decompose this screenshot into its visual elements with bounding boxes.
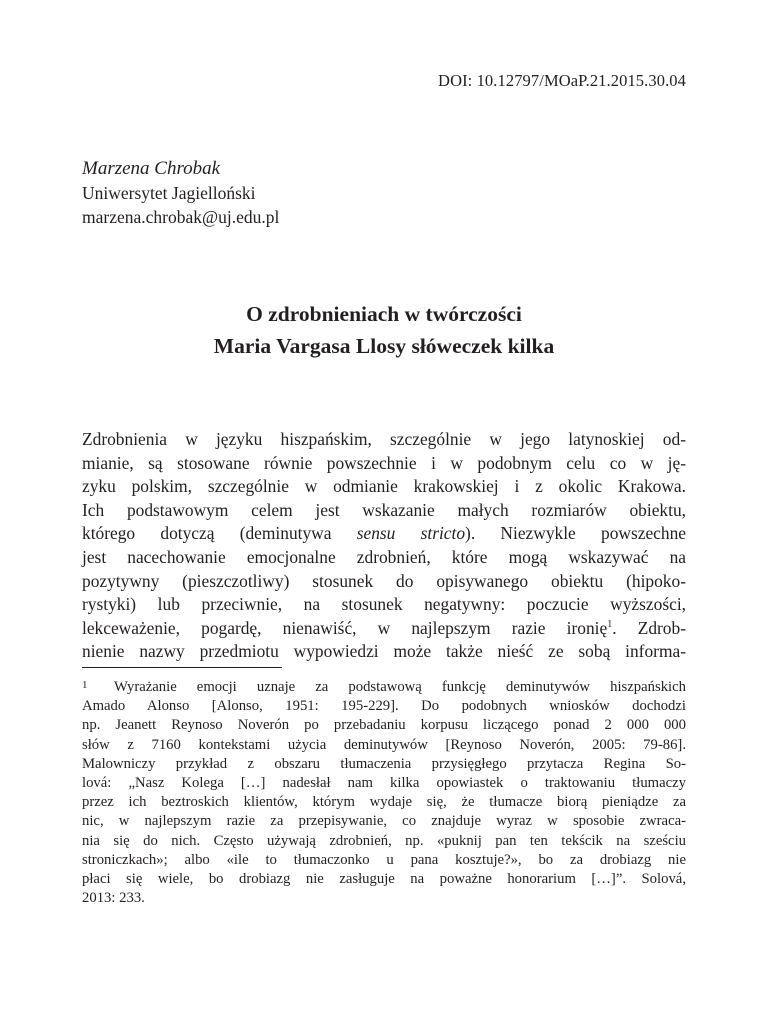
author-name: Marzena Chrobak	[82, 158, 221, 179]
author-block	[82, 156, 279, 229]
page	[82, 0, 686, 1024]
body-paragraph	[82, 428, 686, 664]
footnote-line: 2013: 233.	[82, 890, 145, 907]
footnote-text-segment: Wyrażanie emocji uznaje za podstawową funkcję deminutywów hiszpańskich	[114, 679, 686, 695]
footnote-line: Malowniczy przykład z obszaru tłumaczenia przysięgłego przytacza Regina So-	[82, 755, 686, 772]
footnote-separator	[82, 667, 282, 668]
footnote-line: lová: „Nasz Kolega […] nadesłał nam kilka opowiastek o traktowaniu tłumaczy	[82, 775, 686, 792]
doi-identifier: DOI: 10.12797/MOaP.21.2015.30.04	[438, 71, 686, 90]
footnote-line: stroniczkach»; albo «ile to tłumaczonko u pana kosztuje?», bo za drobiazg nie	[82, 851, 686, 868]
body-line: nienie nazwy przedmiotu wypowiedzi może także nieść ze sobą informa-	[82, 641, 686, 662]
body-line	[82, 522, 686, 546]
body-line: jest nacechowanie emocjonalne zdrobnień, które mogą wskazywać na	[82, 546, 686, 567]
body-text-segment: ). Niezwykle powszechne	[465, 523, 686, 544]
body-line	[82, 617, 686, 641]
title-line-2: Maria Vargasa Llosy słóweczek kilka	[213, 334, 555, 358]
footnote-number: 1	[82, 679, 88, 691]
body-text-segment: którego dotyczą (deminutywa	[82, 523, 357, 544]
body-line: rystyki) lub przeciwnie, na stosunek negatywny: poczucie wyższości,	[82, 594, 686, 615]
footnote-reference[interactable]: 1	[607, 618, 613, 630]
footnote-line: nia się do nich. Często używają zdrobnień, np. «puknij pan ten tekścik na sześciu	[82, 832, 686, 849]
author-affiliation: Uniwersytet Jagielloński	[82, 183, 256, 203]
body-line: Ich podstawowym celem jest wskazanie małych rozmiarów obiektu,	[82, 499, 686, 520]
body-line: mianie, są stosowane równie powszechnie i w podobnym celu co w ję-	[82, 452, 686, 473]
body-line: Zdrobnienia w języku hiszpańskim, szczególnie w jego latynoskiej od-	[82, 429, 686, 449]
body-text-segment: lekceważenie, pogardę, nienawiść, w najlepszym razie ironię	[82, 617, 608, 638]
body-text-segment: . Zdrob-	[612, 617, 686, 638]
body-line: pozytywny (pieszczotliwy) stosunek do opisywanego obiektu (hipoko-	[82, 570, 686, 591]
footnote-line: płaci się wiele, bo drobiazg nie zasługuje na poważne honorarium […]”. Solová,	[82, 871, 686, 888]
footnote-line: Amado Alonso [Alonso, 1951: 195-229]. Do podobnych wniosków dochodzi	[82, 698, 686, 715]
article-title	[82, 298, 686, 362]
footnote-line: słów z 7160 kontekstami użycia deminutywów [Reynoso Noverón, 2005: 79-86].	[82, 736, 686, 753]
footnote-line	[82, 676, 686, 697]
body-italic-term: sensu stricto	[356, 523, 466, 544]
footnote-line: nic, w najlepszym razie za przepisywanie, co znajduje wyraz w sposobie zwraca-	[82, 813, 686, 830]
footnote	[82, 676, 686, 908]
footnote-line: np. Jeanett Reynoso Noverón po przebadaniu korpusu liczącego ponad 2 000 000	[82, 717, 686, 734]
author-email: marzena.chrobak@uj.edu.pl	[82, 207, 280, 227]
title-line-1: O zdrobnieniach w twórczości	[246, 302, 522, 326]
footnote-line: przez ich beztroskich klientów, którym wydaje się, że tłumacze biorą pieniądze za	[82, 794, 686, 811]
body-line: zyku polskim, szczególnie w odmianie krakowskiej i z okolic Krakowa.	[82, 476, 686, 497]
